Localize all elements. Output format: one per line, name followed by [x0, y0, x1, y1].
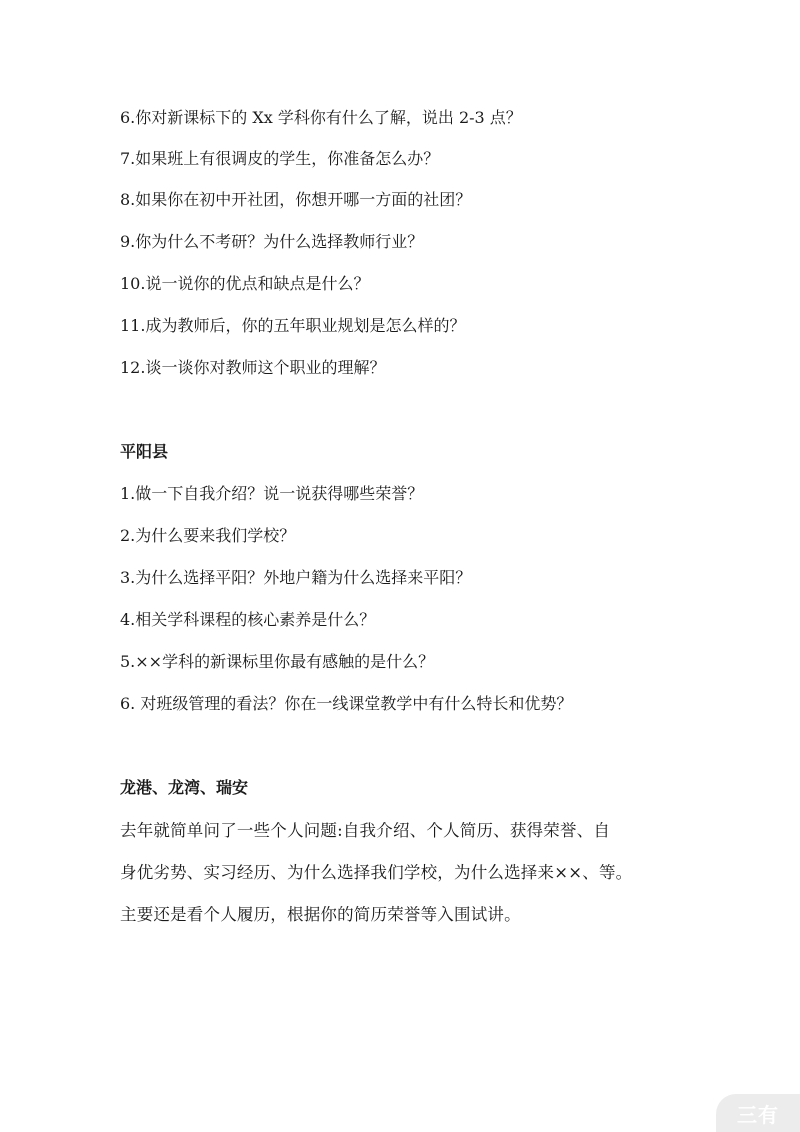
question-item: 11.成为教师后，你的五年职业规划是怎么样的？ [120, 316, 466, 335]
section-heading-longgang: 龙港、龙湾、瑞安 [120, 778, 249, 797]
watermark-logo [716, 1094, 800, 1132]
paragraph-line: 身优劣势、实习经历、为什么选择我们学校，为什么选择来××、等。 [120, 863, 633, 882]
watermark-text: 三有 [737, 1102, 779, 1127]
question-item: 1.做一下自我介绍？说一说获得哪些荣誉？ [120, 484, 424, 503]
question-item: 5.××学科的新课标里你最有感触的是什么？ [120, 652, 435, 671]
paragraph-line: 去年就简单问了一些个人问题:自我介绍、个人简历、获得荣誉、自 [120, 821, 611, 840]
question-item: 12.谈一谈你对教师这个职业的理解？ [120, 358, 386, 377]
question-item: 7.如果班上有很调皮的学生，你准备怎么办？ [120, 149, 440, 168]
question-item: 6.你对新课标下的 Xx 学科你有什么了解，说出 2-3 点？ [120, 108, 522, 127]
question-item: 6. 对班级管理的看法？你在一线课堂教学中有什么特长和优势？ [120, 694, 573, 713]
section-heading-pingyang: 平阳县 [120, 442, 169, 461]
question-item: 2.为什么要来我们学校？ [120, 526, 296, 545]
question-item: 8.如果你在初中开社团，你想开哪一方面的社团？ [120, 190, 472, 209]
question-item: 10.说一说你的优点和缺点是什么？ [120, 274, 370, 293]
paragraph-line: 主要还是看个人履历，根据你的简历荣誉等入围试讲。 [120, 905, 521, 924]
question-item: 4.相关学科课程的核心素养是什么？ [120, 610, 376, 629]
question-item: 3.为什么选择平阳？外地户籍为什么选择来平阳？ [120, 568, 472, 587]
question-item: 9.你为什么不考研？为什么选择教师行业？ [120, 232, 424, 251]
